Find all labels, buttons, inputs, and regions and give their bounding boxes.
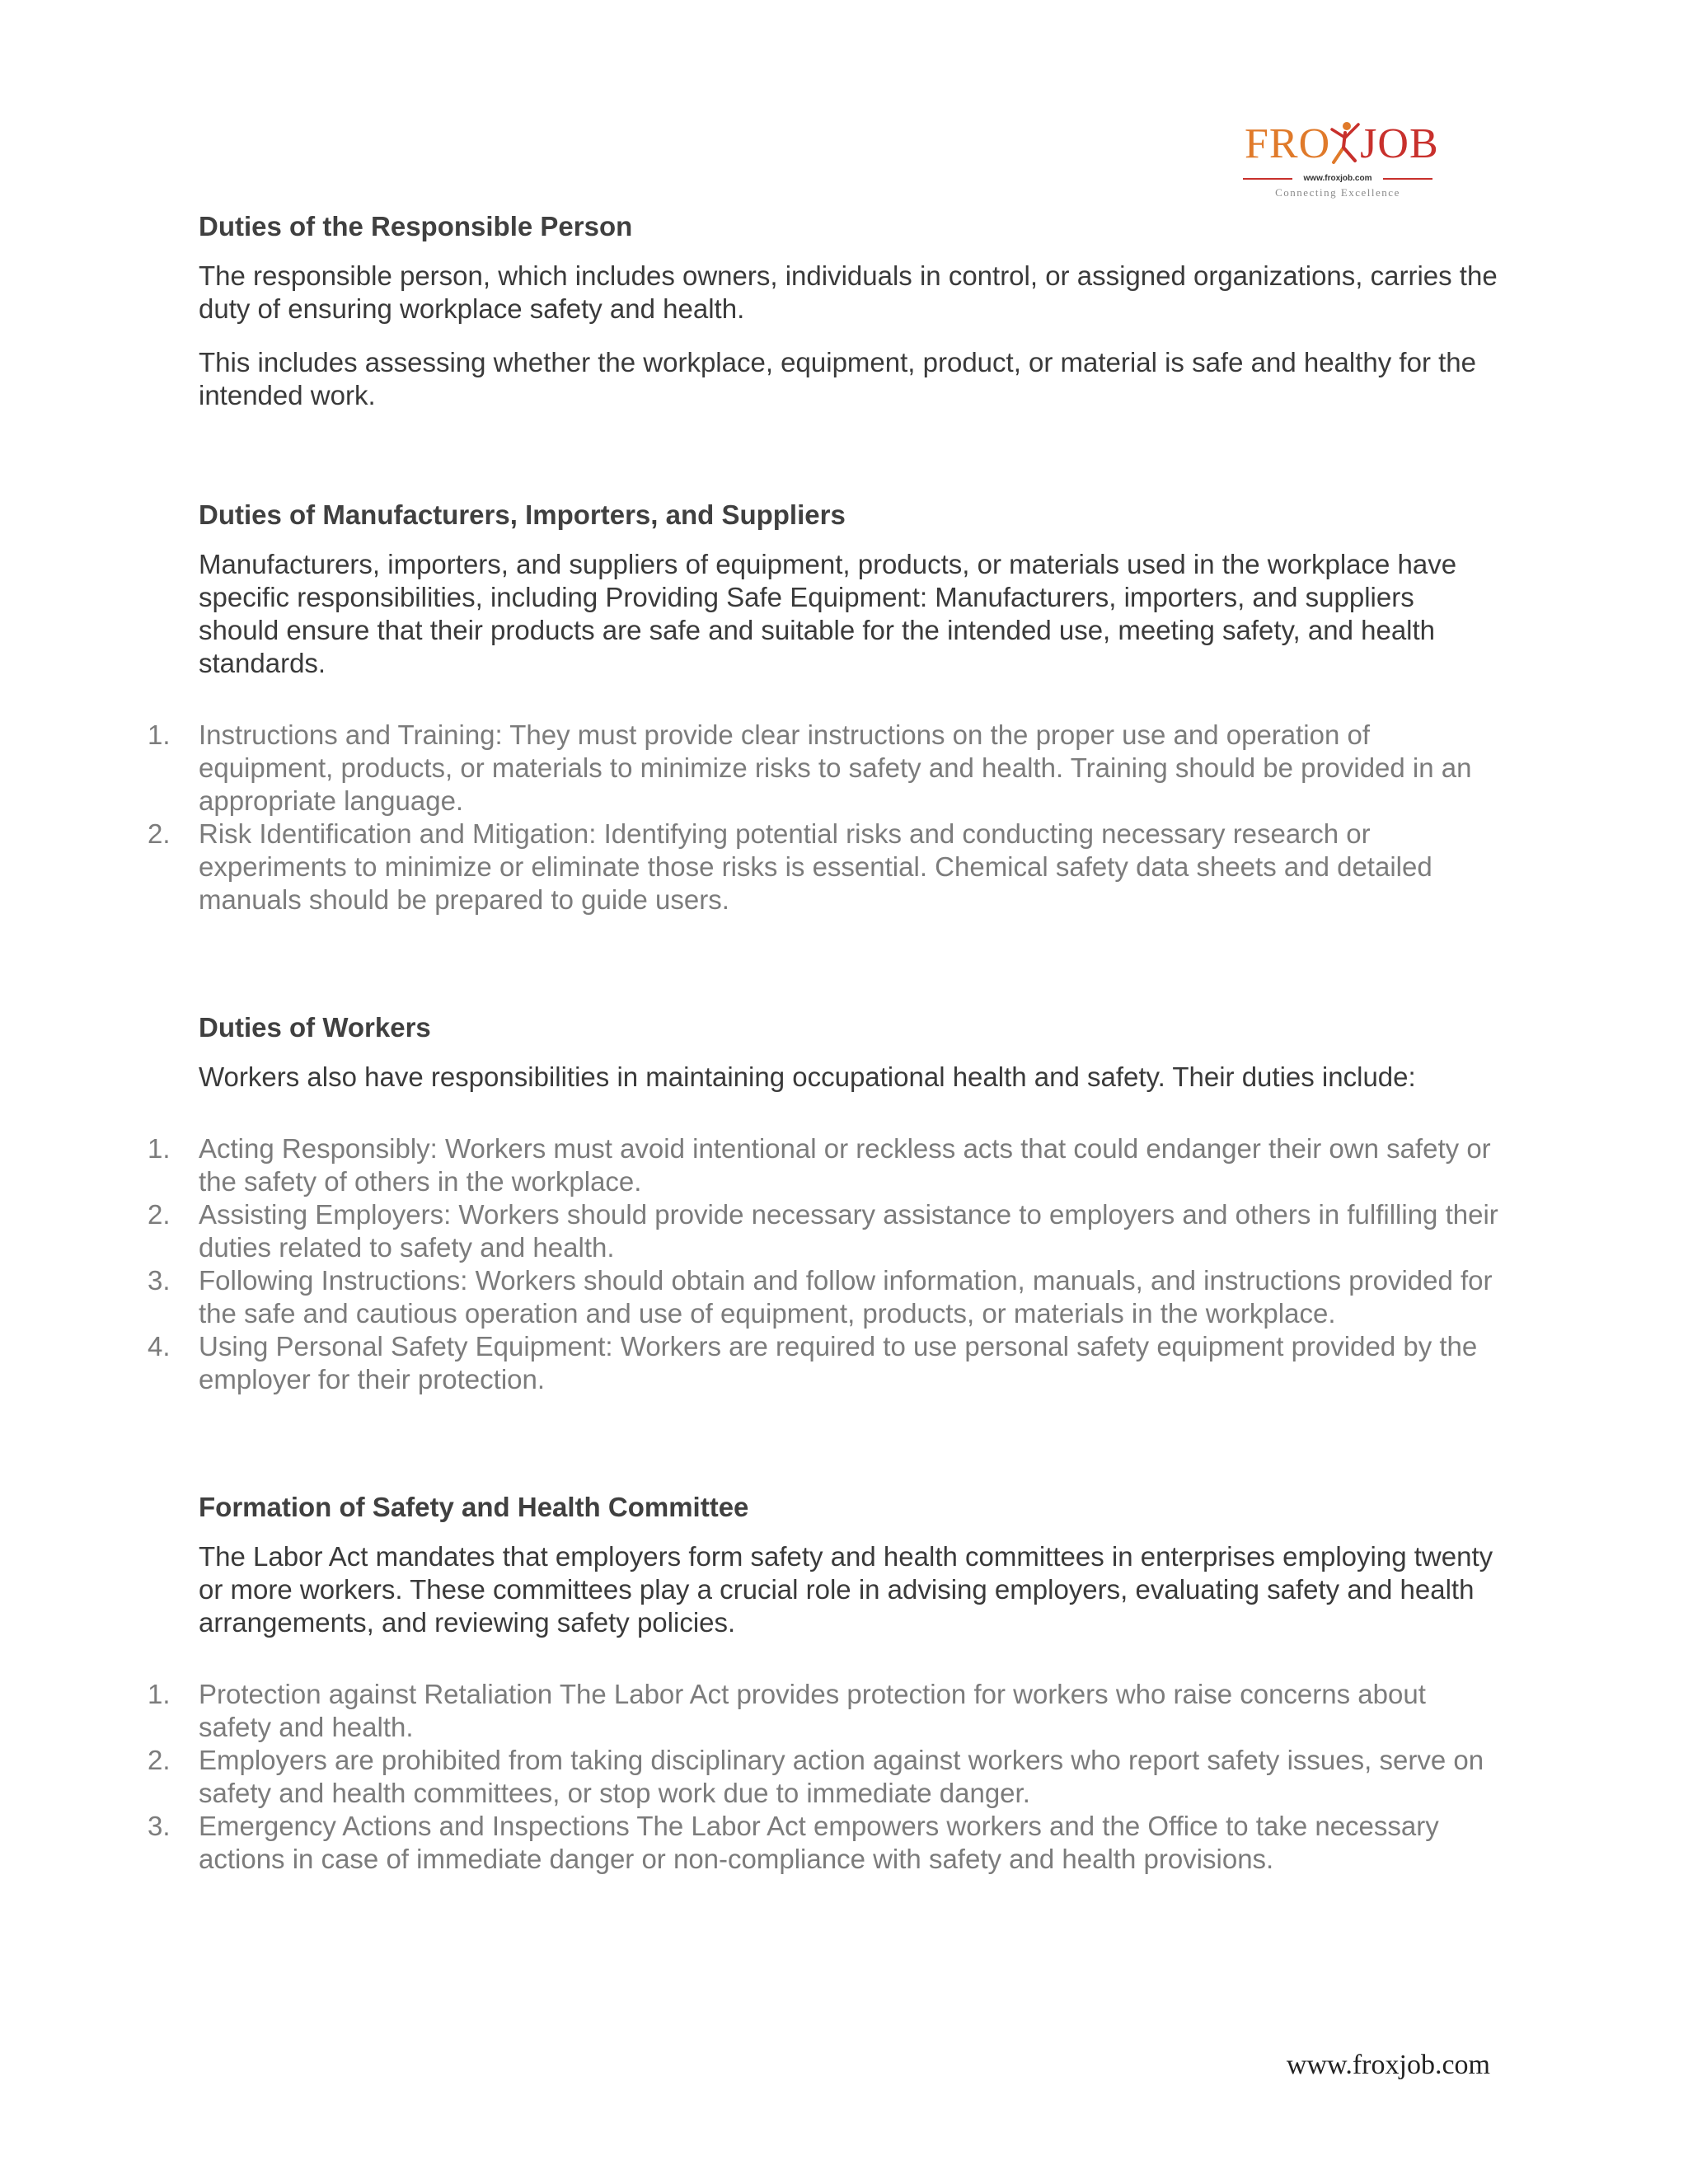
numbered-list <box>148 1678 1501 1876</box>
list-item <box>148 1744 1501 1810</box>
list-item <box>148 1330 1501 1396</box>
paragraph: Workers also have responsibilities in maintaining occupational health and safety. Their duties include: <box>199 1062 1416 1092</box>
list-item-text: Employers are prohibited from taking disciplinary action against workers who report safety issues, serve on safety and health committees, or stop work due to immediate danger. <box>199 1745 1484 1808</box>
logo-word-job: JOB <box>1360 120 1439 167</box>
list-number: 3. <box>148 1265 171 1296</box>
person-figure-icon <box>1329 120 1362 166</box>
paragraph: Manufacturers, importers, and suppliers of equipment, products, or materials used in the workplace have specific responsibilities, including Providing Safe Equipment: Manufacturers, importers, and suppliers should ensure that their products are safe and suitable for the intended use, meeting safety, and health standards. <box>199 549 1457 678</box>
list-number: 2. <box>148 818 171 849</box>
logo-tagline: Connecting Excellence <box>1275 186 1400 199</box>
list-item-text: Risk Identification and Mitigation: Identifying potential risks and conducting necessary research or experiments to minimize or eliminate those risks is essential. Chemical safety data sheets and detailed manuals should be prepared to guide users. <box>199 818 1432 915</box>
logo-url-line <box>1243 173 1432 185</box>
list-item-text: Using Personal Safety Equipment: Workers are required to use personal safety equipment provided by the employer for their protection. <box>199 1331 1478 1394</box>
list-item-text: Acting Responsibly: Workers must avoid intentional or reckless acts that could endanger their own safety or the safety of others in the workplace. <box>199 1133 1491 1197</box>
list-item <box>148 719 1501 818</box>
list-item-text: Instructions and Training: They must provide clear instructions on the proper use and operation of equipment, products, or materials to minimize risks to safety and health. Training should be provided in an appropriate language. <box>199 719 1472 816</box>
list-item-text: Assisting Employers: Workers should provide necessary assistance to employers and others in fulfilling their duties related to safety and health. <box>199 1199 1498 1263</box>
list-number: 1. <box>148 719 171 750</box>
section-safety-committee <box>148 1491 1501 1876</box>
list-item <box>148 1132 1501 1198</box>
list-item <box>148 1264 1501 1330</box>
list-item-text: Emergency Actions and Inspections The Labor Act empowers workers and the Office to take necessary actions in case of immediate danger or non-compliance with safety and health provisions. <box>199 1811 1439 1874</box>
list-number: 1. <box>148 1133 171 1164</box>
section-manufacturers <box>148 499 1501 916</box>
paragraph: The Labor Act mandates that employers form safety and health committees in enterprises employing twenty or more workers. These committees play a crucial role in advising employers, evaluating safety and health arrangements, and reviewing safety policies. <box>199 1541 1493 1638</box>
section-responsible-person <box>199 210 1501 412</box>
list-item <box>148 1678 1501 1744</box>
section-heading: Formation of Safety and Health Committee <box>199 1492 749 1522</box>
paragraph: The responsible person, which includes owners, individuals in control, or assigned organizations, carries the duty of ensuring workplace safety and health. <box>199 260 1498 324</box>
numbered-list <box>148 719 1501 916</box>
section-heading: Duties of Manufacturers, Importers, and Suppliers <box>199 499 846 530</box>
list-number: 1. <box>148 1679 171 1709</box>
list-number: 3. <box>148 1811 171 1841</box>
logo-url: www.froxjob.com <box>1292 173 1383 185</box>
document-body <box>148 210 1501 1876</box>
list-item <box>148 1810 1501 1876</box>
list-item-text: Following Instructions: Workers should obtain and follow information, manuals, and instructions provided for the safe and cautious operation and use of equipment, products, or materials in the workplace. <box>199 1265 1493 1329</box>
list-item <box>148 1198 1501 1264</box>
list-item <box>148 818 1501 916</box>
section-heading: Duties of Workers <box>199 1012 431 1043</box>
paragraph: This includes assessing whether the workplace, equipment, product, or material is safe and healthy for the intended work. <box>199 347 1476 410</box>
footer-website-link[interactable]: www.froxjob.com <box>1286 2050 1490 2080</box>
list-item-text: Protection against Retaliation The Labor Act provides protection for workers who raise concerns about safety and health. <box>199 1679 1426 1742</box>
list-number: 2. <box>148 1745 171 1775</box>
froxjob-logo <box>1236 111 1442 202</box>
section-workers <box>148 1011 1501 1396</box>
list-number: 4. <box>148 1331 171 1361</box>
logo-word-fro: FRO <box>1245 120 1331 167</box>
numbered-list <box>148 1132 1501 1396</box>
list-number: 2. <box>148 1199 171 1230</box>
section-heading: Duties of the Responsible Person <box>199 211 633 241</box>
logo-wordmark <box>1245 120 1439 169</box>
